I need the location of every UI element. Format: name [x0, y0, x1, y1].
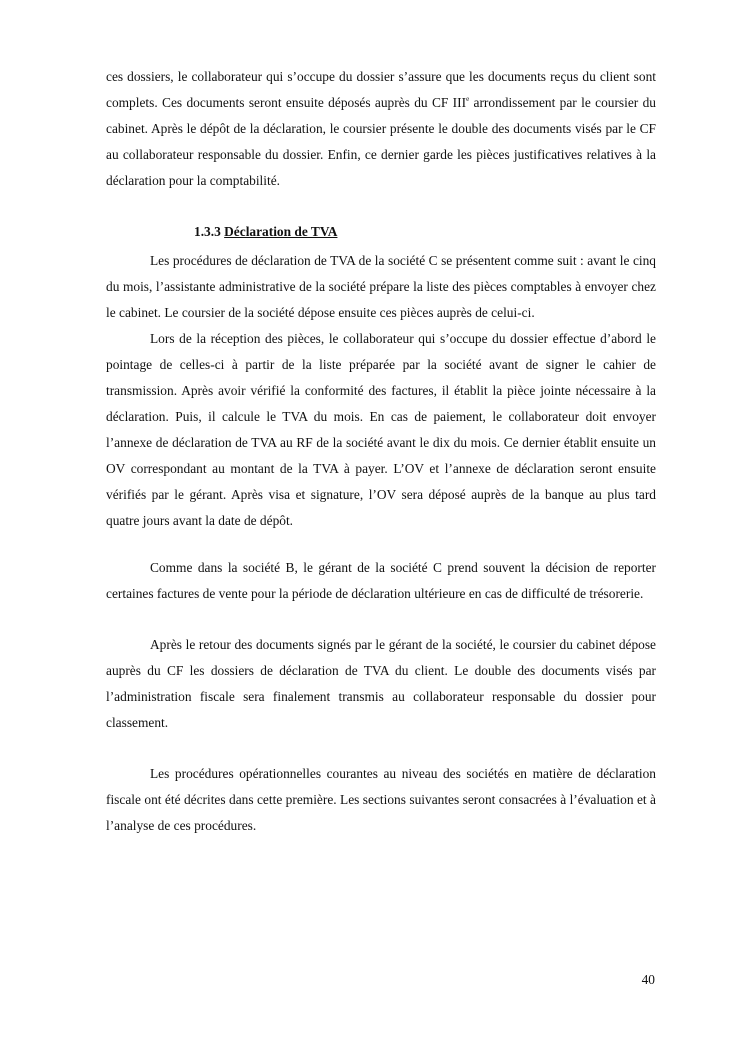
paragraph-return-documents: Après le retour des documents signés par le gérant de la société, le coursier du cabinet dépose auprès du CF les dossiers de déclaration de TVA du client. Le double des documents visés par l’administration fiscale sera finalement transmis au collaborateur responsable du dossier pour classement.	[106, 637, 656, 730]
paragraph-reception-pieces: Lors de la réception des pièces, le collaborateur qui s’occupe du dossier effectue d’abord le pointage de celles-ci à partir de la liste préparée par la société avant de signer le cahier de transmission. Après avoir vérifié la conformité des factures, il établit la pièce jointe nécessaire à la déclaration. Puis, il calcule le TVA du mois. En cas de paiement, le collaborateur doit envoyer l’annexe de déclaration de TVA au RF de la société avant le dix du mois. Ce dernier établit ensuite un OV correspondant au montant de la TVA à payer. L’OV et l’annexe de déclaration seront ensuite vérifiés par le gérant. Après visa et signature, l’OV sera déposé auprès de la banque au plus tard quatre jours avant la date de dépôt.	[106, 331, 656, 528]
paragraph-tva-procedures: Les procédures de déclaration de TVA de la société C se présentent comme suit : avant le cinq du mois, l’assistante administrative de la société prépare la liste des pièces comptables à envoyer chez le cabinet. Le coursier de la société dépose ensuite ces pièces auprès de celui-ci.	[106, 253, 656, 320]
paragraph-societe-b-comparison: Comme dans la société B, le gérant de la société C prend souvent la décision de reporter certaines factures de vente pour la période de déclaration ultérieure en cas de difficulté de trésorerie.	[106, 560, 656, 601]
section-number: 1.3.3	[194, 224, 221, 239]
paragraph-cf-deposit-end: arrondissement par le coursier du cabinet. Après le dépôt de la déclaration, le coursier présente le double des documents visés par le CF au collaborateur responsable du dossier. Enfin, ce dernier garde les pièces justificatives relatives à la déclaration pour la comptabilité.	[106, 95, 656, 188]
paragraph-cf-deposit-start: ces dossiers, le collaborateur qui s’occupe du dossier s’assure que les documents reçus du client sont complets. Ces documents seront ensuite déposés auprès du CF III	[106, 69, 656, 110]
paragraph-conclusion: Les procédures opérationnelles courantes au niveau des sociétés en matière de déclaration fiscale ont été décrites dans cette première. Les sections suivantes seront consacrées à l’évaluation et à l’analyse de ces procédures.	[106, 766, 656, 833]
superscript-e: e	[466, 95, 470, 103]
section-title: Déclaration de TVA	[224, 224, 338, 239]
paragraph-cf-deposit	[106, 64, 656, 194]
section-heading	[194, 219, 656, 245]
page-number: 40	[641, 972, 655, 987]
document-page	[106, 64, 656, 839]
